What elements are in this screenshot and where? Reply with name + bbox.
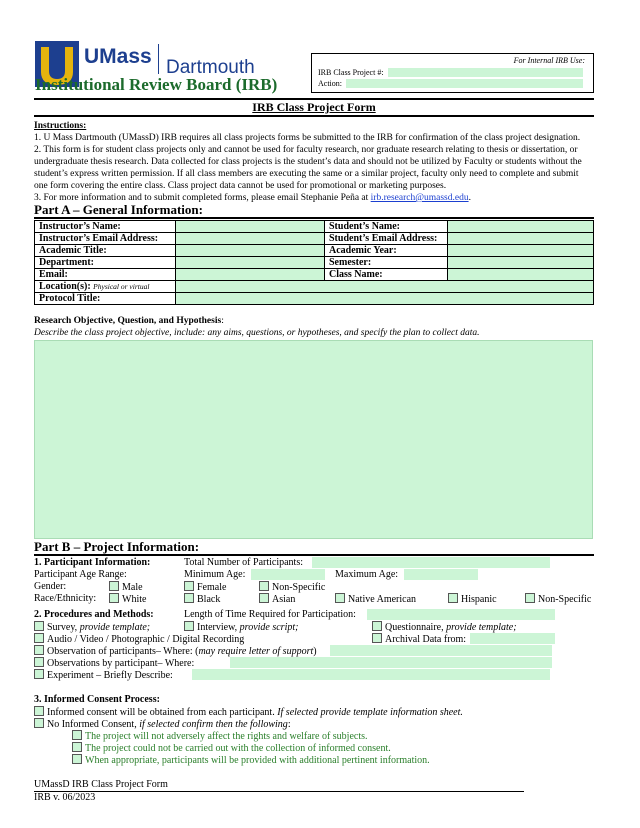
method-experiment[interactable] <box>34 669 173 682</box>
nonspecific2-label: Non-Specific <box>538 594 592 605</box>
white-label: White <box>122 594 147 605</box>
project-number-label: IRB Class Project #: <box>318 68 384 77</box>
location-label: Location(s): <box>39 281 91 292</box>
instruction-2: 2. This form is for student class projects only and cannot be used for faculty research, nor graduate research relating to thesis or dissertation, or undergraduate thesis research. Data collected for class projects is the student’s data and should not be utilized by Faculty or students without the student’s express written permission. If all class members are executing the same or a similar project, faculty only need to complete and submit one form covering the entire class. Class project data cannot be used for promotional or marketing purposes. <box>34 145 582 191</box>
min-age-label: Minimum Age: <box>184 569 246 580</box>
total-participants-field[interactable] <box>312 557 550 568</box>
action-field[interactable] <box>346 79 583 88</box>
part-b-heading: Part B – Project Information: <box>34 539 200 554</box>
asian-label: Asian <box>272 594 296 605</box>
footer-rule <box>34 791 524 792</box>
field-semester[interactable] <box>448 257 594 269</box>
interview-label: Interview, <box>197 622 238 633</box>
checkbox[interactable] <box>448 593 458 603</box>
consent2-hint: if selected confirm then the following <box>139 719 288 730</box>
field-academic-title[interactable] <box>176 245 325 257</box>
part-a-rule <box>34 217 594 219</box>
table-row <box>35 257 594 269</box>
consent1-hint: If selected provide template information sheet. <box>277 707 463 718</box>
board-title: Institutional Review Board (IRB) <box>35 75 278 94</box>
table-row <box>35 281 594 293</box>
part-b-rule <box>34 554 594 556</box>
label-academic-year: Academic Year: <box>325 245 448 257</box>
checkbox[interactable] <box>72 742 82 752</box>
table-row <box>35 245 594 257</box>
audio-label: Audio / Video / Photographic / Digital Recording <box>47 634 245 645</box>
checkbox[interactable] <box>72 730 82 740</box>
field-location[interactable] <box>176 281 594 293</box>
label-department: Department: <box>35 257 176 269</box>
length-field[interactable] <box>367 609 555 620</box>
checkbox[interactable] <box>109 581 119 591</box>
checkbox[interactable] <box>372 621 382 631</box>
confirm-debrief[interactable] <box>72 754 430 767</box>
survey-label: Survey, <box>47 622 78 633</box>
field-instructor-name[interactable] <box>176 221 325 233</box>
field-instructor-email[interactable] <box>176 233 325 245</box>
checkbox[interactable] <box>109 593 119 603</box>
objective-textarea[interactable] <box>34 340 593 539</box>
checkbox[interactable] <box>34 645 44 655</box>
label-academic-title: Academic Title: <box>35 245 176 257</box>
field-student-name[interactable] <box>448 221 594 233</box>
label-email: Email: <box>35 269 176 281</box>
label-instructor-name: Instructor’s Name: <box>35 221 176 233</box>
checkbox[interactable] <box>259 581 269 591</box>
form-title: IRB Class Project Form <box>252 100 376 114</box>
label-location <box>35 281 176 293</box>
interview-hint: provide script; <box>239 622 299 633</box>
label-semester: Semester: <box>325 257 448 269</box>
participant-info-heading: 1. Participant Information: <box>34 557 151 568</box>
archival-field[interactable] <box>470 633 555 644</box>
label-instructor-email: Instructor’s Email Address: <box>35 233 176 245</box>
race-hispanic[interactable] <box>448 593 497 606</box>
instruction-3-text: 3. For more information and to submit completed forms, please email Stephanie Peña at <box>34 193 369 203</box>
logo-divider <box>158 44 159 74</box>
title-rule-bottom <box>34 115 594 117</box>
obs-part-end: ) <box>313 646 317 657</box>
internal-use-box <box>311 53 594 93</box>
field-email[interactable] <box>176 269 325 281</box>
checkbox[interactable] <box>184 593 194 603</box>
max-age-label: Maximum Age: <box>335 569 399 580</box>
internal-use-label: For Internal IRB Use: <box>513 56 585 65</box>
consent1-label: Informed consent will be obtained from each participant. <box>47 707 275 718</box>
obs-part-hint: may require letter of support <box>198 646 314 657</box>
irb-email-link[interactable]: irb.research@umassd.edu <box>370 193 469 203</box>
questionnaire-hint: provide template; <box>446 622 517 633</box>
objective-label: Research Objective, Question, and Hypothesis <box>34 316 222 326</box>
table-row <box>35 221 594 233</box>
instruction-3-end: . <box>468 193 471 203</box>
checkbox[interactable] <box>34 657 44 667</box>
confirm-b-label: The project could not be carried out with the collection of informed consent. <box>85 743 391 754</box>
instructions <box>34 120 594 204</box>
objective-description: Describe the class project objective, include: any aims, questions, or hypotheses, and specify the plan to collect data. <box>34 328 480 338</box>
checkbox[interactable] <box>525 593 535 603</box>
field-student-email[interactable] <box>448 233 594 245</box>
label-student-name: Student’s Name: <box>325 221 448 233</box>
hispanic-label: Hispanic <box>461 594 497 605</box>
checkbox[interactable] <box>372 633 382 643</box>
logo-umass: UMass <box>84 45 152 68</box>
race-nonspecific[interactable] <box>525 593 591 606</box>
gender-label: Gender: <box>34 581 67 592</box>
race-native-american[interactable] <box>335 593 416 606</box>
objective-colon: : <box>221 316 224 326</box>
objective-block <box>34 315 594 339</box>
nonspecific-label: Non-Specific <box>272 582 326 593</box>
table-row <box>35 293 594 305</box>
checkbox[interactable] <box>184 581 194 591</box>
field-department[interactable] <box>176 257 325 269</box>
instruction-1: 1. U Mass Dartmouth (UMassD) IRB requires all class projects forms be submitted to the IRB for confirmation of the class project designation. <box>34 133 581 143</box>
obs-by-label: Observations by participant– Where: <box>47 658 195 669</box>
table-row <box>35 233 594 245</box>
total-participants-label: Total Number of Participants: <box>184 557 303 568</box>
action-label: Action: <box>318 79 342 88</box>
experiment-field[interactable] <box>192 669 550 680</box>
label-protocol-title: Protocol Title: <box>35 293 176 305</box>
checkbox[interactable] <box>184 621 194 631</box>
male-label: Male <box>122 582 143 593</box>
survey-hint: provide template; <box>79 622 151 633</box>
footer-form-name: UMassD IRB Class Project Form <box>34 779 168 790</box>
consent-heading: 3. Informed Consent Process: <box>34 694 160 705</box>
project-number-field[interactable] <box>388 68 583 77</box>
observation-by-field[interactable] <box>230 657 552 668</box>
confirm-a-label: The project will not adversely affect the rights and welfare of subjects. <box>85 731 368 742</box>
checkbox[interactable] <box>34 669 44 679</box>
race-white[interactable] <box>109 593 146 606</box>
questionnaire-label: Questionnaire, <box>385 622 444 633</box>
length-label: Length of Time Required for Participation: <box>184 609 356 620</box>
checkbox[interactable] <box>34 706 44 716</box>
table-row <box>35 269 594 281</box>
field-academic-year[interactable] <box>448 245 594 257</box>
confirm-c-label: When appropriate, participants will be provided with additional pertinent information. <box>85 755 430 766</box>
observation-field[interactable] <box>330 645 552 656</box>
archival-label: Archival Data from: <box>385 634 467 645</box>
experiment-label: Experiment – Briefly Describe: <box>47 670 173 681</box>
general-info-table <box>34 220 594 305</box>
race-black[interactable] <box>184 593 220 606</box>
checkbox[interactable] <box>34 718 44 728</box>
label-student-email: Student’s Email Address: <box>325 233 448 245</box>
instructions-heading: Instructions: <box>34 121 87 131</box>
field-class-name[interactable] <box>448 269 594 281</box>
label-class-name: Class Name: <box>325 269 448 281</box>
native-label: Native American <box>348 594 417 605</box>
checkbox[interactable] <box>259 593 269 603</box>
checkbox[interactable] <box>72 754 82 764</box>
race-asian[interactable] <box>259 593 295 606</box>
part-a-heading: Part A – General Information: <box>34 202 203 217</box>
min-age-field[interactable] <box>251 569 325 580</box>
consent2-end: : <box>287 719 291 730</box>
field-protocol-title[interactable] <box>176 293 594 305</box>
logo-dartmouth: Dartmouth <box>166 57 255 78</box>
age-range-label: Participant Age Range: <box>34 569 127 580</box>
procedures-heading: 2. Procedures and Methods: <box>34 609 154 620</box>
female-label: Female <box>197 582 227 593</box>
black-label: Black <box>197 594 221 605</box>
obs-part-label: Observation of participants– Where: ( <box>47 646 199 657</box>
race-label: Race/Ethnicity: <box>34 593 97 604</box>
location-hint: Physical or virtual <box>93 282 150 291</box>
max-age-field[interactable] <box>404 569 478 580</box>
footer-version: IRB v. 06/2023 <box>34 792 96 803</box>
checkbox[interactable] <box>34 633 44 643</box>
checkbox[interactable] <box>335 593 345 603</box>
checkbox[interactable] <box>34 621 44 631</box>
consent2-label: No Informed Consent, <box>47 719 137 730</box>
